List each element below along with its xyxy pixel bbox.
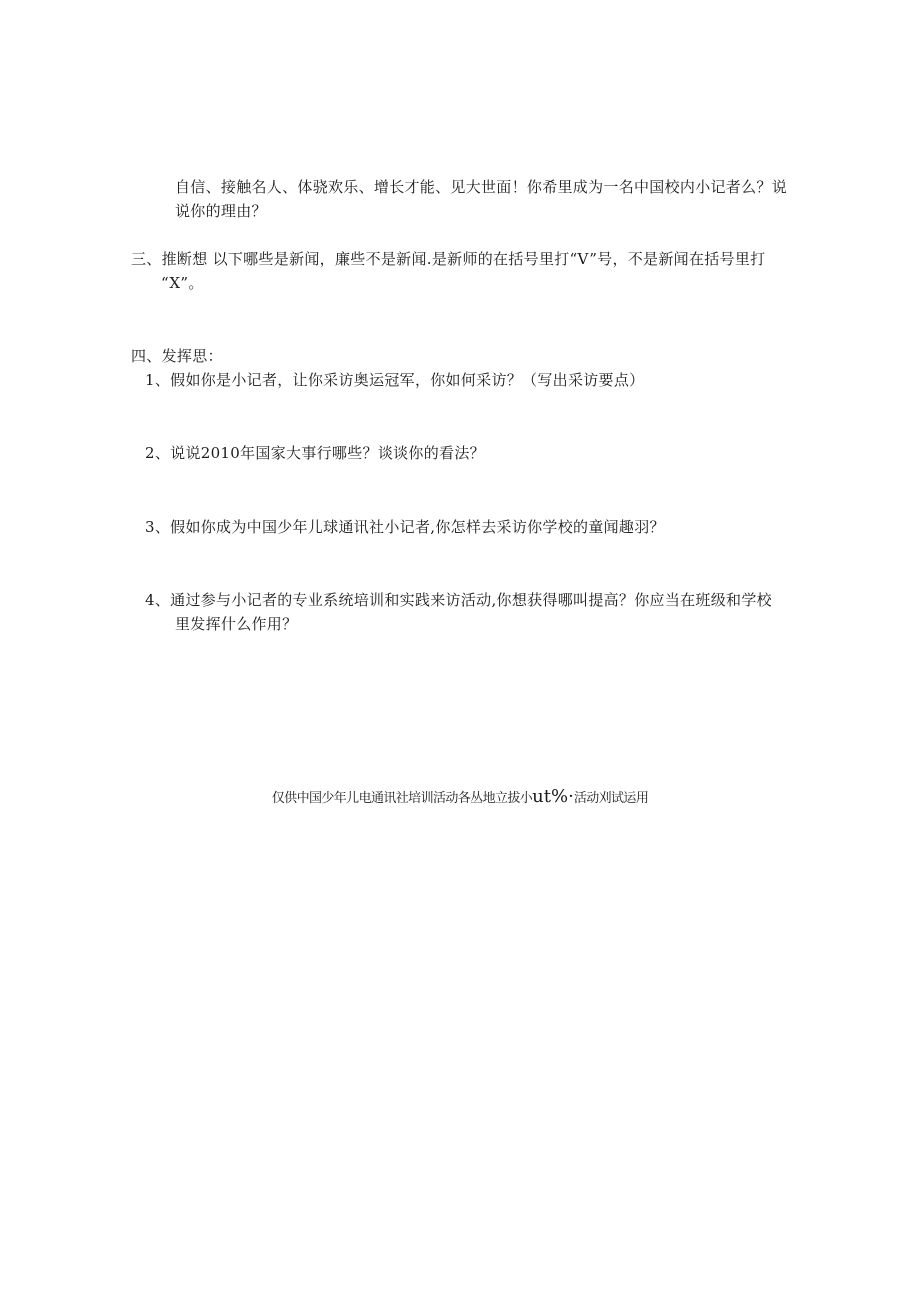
section4-heading: 四、发挥思： xyxy=(131,347,223,365)
footer-text-before: 仅供中国少年儿电通讯社培训活动各丛地立拔小 xyxy=(271,791,533,806)
question-4-line1: 4、通过参与小记者的专业系统培训和实践来访活动,你想获得哪叫提高？你应当在班级和学校 xyxy=(145,591,772,609)
section3-line1: 三、推断想 以下哪些是新闻，廉些不是新闻.是新师的在括号里打“V”号，不是新闻在括号里打 xyxy=(131,250,766,268)
question-3: 3、假如你成为中国少年儿球通讯社小记者,你怎样去采访你学校的童闻趣羽？ xyxy=(145,518,665,536)
question-2: 2、说说2010年国家大事行哪些？谈谈你的看法？ xyxy=(145,444,485,462)
section2-tail-line2: 说你的理由？ xyxy=(175,202,267,220)
section3-line2: “X”。 xyxy=(161,274,204,292)
footer-text-after: 活动刈试运用 xyxy=(573,791,649,806)
section2-tail-line1: 自信、接触名人、体骁欢乐、增长才能、见大世面！你希里成为一名中国校内小记者么？说 xyxy=(175,178,788,196)
question-4-line2: 里发挥什么作用？ xyxy=(175,615,298,633)
question-1: 1、假如你是小记者，让你采访奥运冠军，你如何采访？（写出采访要点） xyxy=(145,371,645,389)
footer-note xyxy=(0,787,920,809)
footer-text-big: ut%· xyxy=(532,786,574,807)
